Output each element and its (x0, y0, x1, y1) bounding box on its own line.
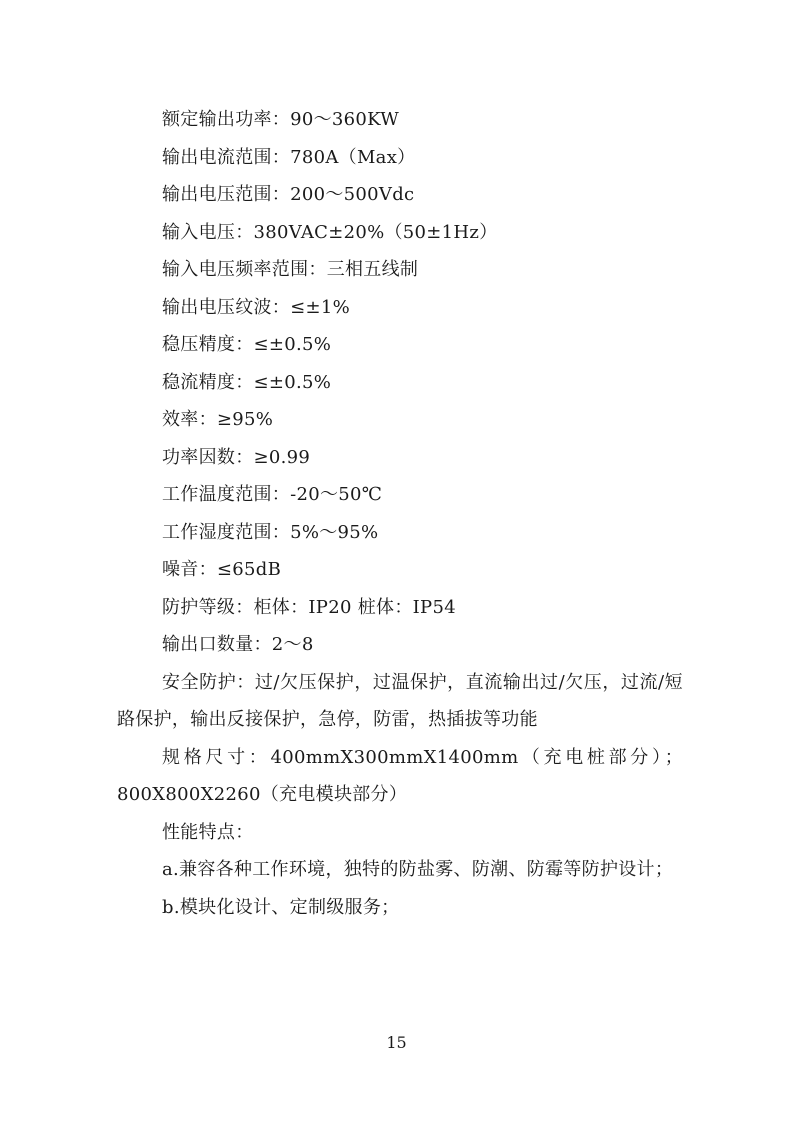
spec-power-factor: 功率因数：≥0.99 (162, 446, 311, 468)
feature-item: a.兼容各种工作环境，独特的防盐雾、防潮、防霉等防护设计； (162, 859, 674, 880)
spec-input-voltage: 输入电压：380VAC±20%（50±1Hz） (162, 221, 498, 243)
spec-operating-temperature: 工作温度范围：-20～50℃ (162, 484, 383, 505)
spec-output-current-range: 输出电流范围：780A（Max） (162, 146, 416, 168)
spec-voltage-accuracy: 稳压精度：≤±0.5% (162, 334, 332, 355)
spec-output-voltage-range: 输出电压范围：200～500Vdc (162, 184, 415, 205)
spec-input-voltage-frequency: 输入电压频率范围：三相五线制 (162, 259, 419, 280)
spec-protection-rating: 防护等级：柜体：IP20 桩体：IP54 (162, 596, 456, 618)
page-number: 15 (386, 1033, 407, 1052)
features-heading: 性能特点： (162, 821, 254, 843)
spec-output-voltage-ripple: 输出电压纹波：≤±1% (162, 296, 351, 318)
feature-item: b.模块化设计、定制级服务； (162, 896, 400, 918)
spec-current-accuracy: 稳流精度：≤±0.5% (162, 371, 332, 393)
spec-output-port-count: 输出口数量：2～8 (162, 634, 314, 655)
page-content (117, 101, 683, 926)
spec-efficiency: 效率：≥95% (162, 409, 274, 430)
safety-protection-paragraph: 安全防护：过/欠压保护，过温保护，直流输出过/欠压，过流/短路保护，输出反接保护，急停，防雷，热插拔等功能 (117, 671, 683, 730)
spec-operating-humidity: 工作湿度范围：5%～95% (162, 521, 379, 543)
spec-rated-output-power: 额定输出功率：90～360KW (162, 109, 400, 130)
spec-noise: 噪音：≤65dB (162, 559, 282, 580)
dimensions-paragraph: 规格尺寸：400mmX300mmX1400mm（充电桩部分）；800X800X2260（充电模块部分） (117, 746, 683, 805)
